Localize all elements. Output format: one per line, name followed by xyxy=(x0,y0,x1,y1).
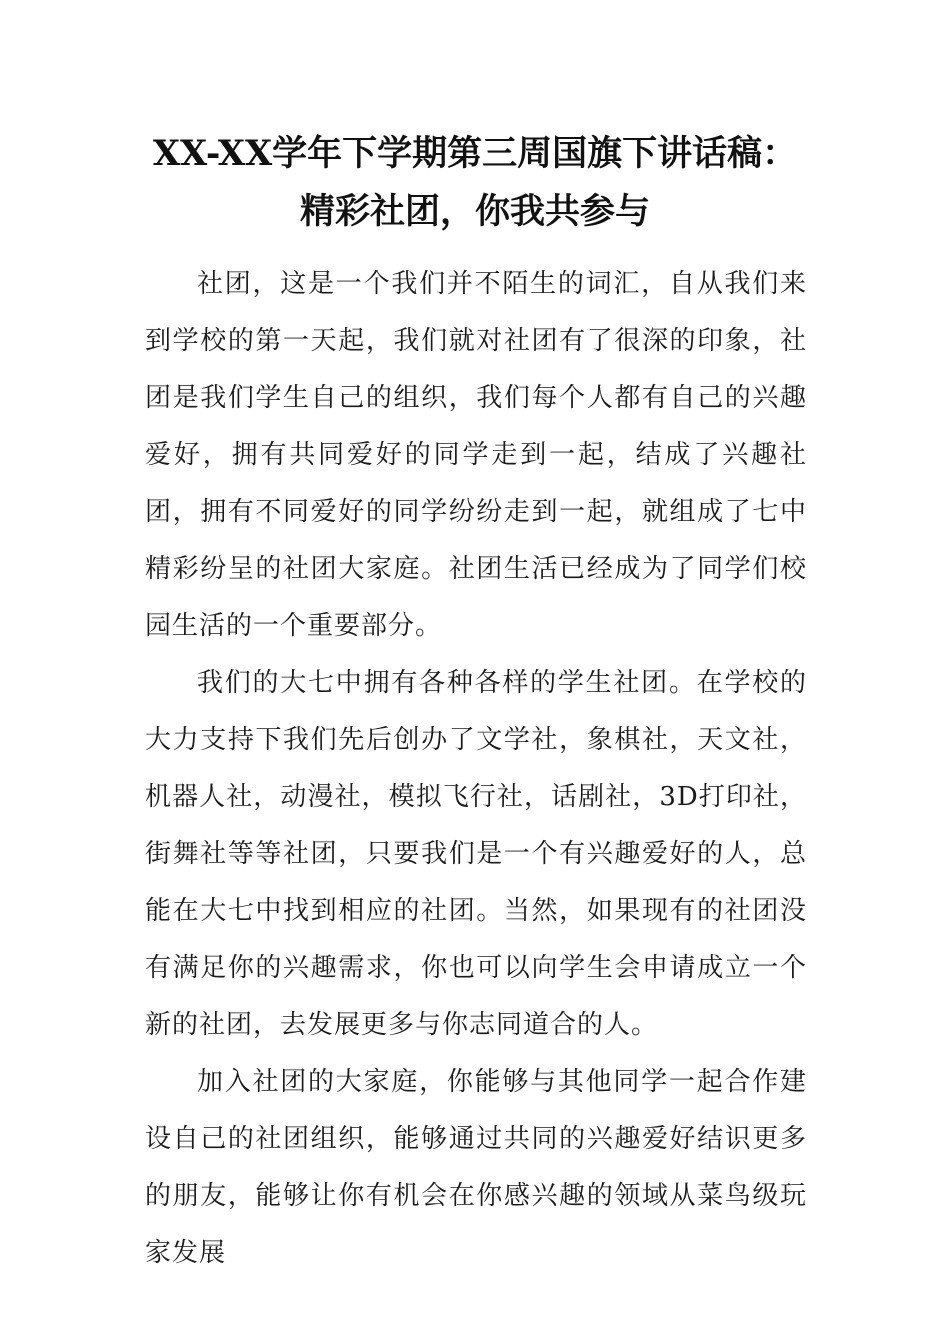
document-title-line-1: XX-XX学年下学期第三周国旗下讲话稿： xyxy=(152,133,798,174)
paragraph-1: 社团，这是一个我们并不陌生的词汇，自从我们来到学校的第一天起，我们就对社团有了很深的印象，社团是我们学生自己的组织，我们每个人都有自己的兴趣爱好，拥有共同爱好的同学走到一起，结成了兴趣社团，拥有不同爱好的同学纷纷走到一起，就组成了七中精彩纷呈的社团大家庭。社团生活已经成为了同学们校园生活的一个重要部分。 xyxy=(145,269,807,641)
document-title-line-2: 精彩社团，你我共参与 xyxy=(299,191,650,232)
document-body xyxy=(145,256,807,1282)
paragraph-3: 加入社团的大家庭，你能够与其他同学一起合作建设自己的社团组织，能够通过共同的兴趣爱好结识更多的朋友，能够让你有机会在你感兴趣的领域从菜鸟级玩家发展 xyxy=(145,1067,807,1268)
paragraph-2: 我们的大七中拥有各种各样的学生社团。在学校的大力支持下我们先后创办了文学社，象棋社，天文社，机器人社，动漫社，模拟飞行社，话剧社，3D打印社，街舞社等等社团，只要我们是一个有兴趣爱好的人，总能在大七中找到相应的社团。当然，如果现有的社团没有满足你的兴趣需求，你也可以向学生会申请成立一个新的社团，去发展更多与你志同道合的人。 xyxy=(145,668,807,1040)
